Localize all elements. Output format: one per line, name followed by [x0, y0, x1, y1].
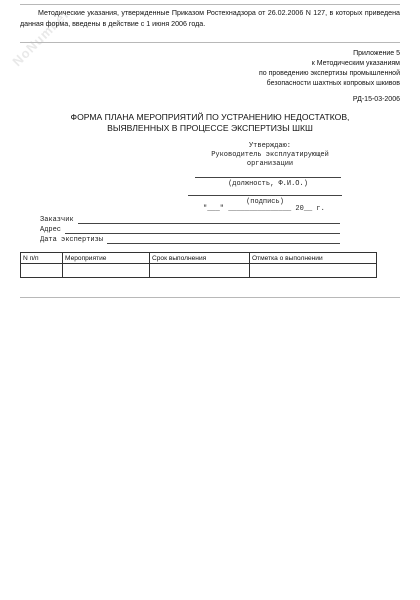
position-name-line — [195, 177, 341, 178]
appendix-line: Приложение 5 — [353, 50, 400, 57]
measures-table — [20, 252, 377, 278]
document-code: РД-15-03-2006 — [352, 96, 400, 103]
table-row — [21, 264, 377, 278]
column-header-deadline: Срок выполнения — [150, 253, 250, 264]
table-header-row — [21, 253, 377, 264]
approval-role-line: организации — [246, 160, 294, 168]
field-address — [40, 224, 340, 234]
appendix-line: по проведению экспертизы промышленной — [258, 70, 400, 77]
field-address-line — [65, 227, 340, 234]
top-rule — [20, 4, 400, 5]
approval-role-line: Руководитель эксплуатирующей — [211, 151, 329, 159]
inspection-fields — [40, 214, 340, 244]
watermark-logo: NoNumber — [9, 5, 73, 70]
approval-block — [195, 142, 345, 169]
field-customer — [40, 214, 340, 224]
form-title-line: ВЫЯВЛЕННЫХ В ПРОЦЕССЕ ЭКСПЕРТИЗЫ ШКШ — [107, 123, 313, 133]
appendix-line: к Методическим указаниям — [311, 60, 400, 67]
appendix-block — [140, 49, 400, 89]
field-expertise-date-line — [107, 237, 340, 244]
field-expertise-date — [40, 234, 340, 244]
field-address-label: Адрес — [40, 226, 62, 234]
table-cell — [250, 264, 377, 278]
signature-line — [188, 195, 342, 196]
form-title-line: ФОРМА ПЛАНА МЕРОПРИЯТИЙ ПО УСТРАНЕНИЮ НЕДОСТАТКОВ, — [70, 112, 350, 122]
column-header-number: N п/п — [21, 253, 63, 264]
field-expertise-date-label: Дата экспертизы — [40, 236, 104, 244]
column-header-measure: Мероприятие — [63, 253, 150, 264]
field-customer-line — [78, 217, 340, 224]
field-customer-label: Заказчик — [40, 216, 74, 224]
effective-date-note: Методические указания, утвержденные Приказом Ростехнадзора от 26.02.2006 N 127, в которых приведена данная форма, введены в действие с 1 июня 2006 года. — [20, 9, 400, 28]
appendix-line: безопасности шахтных копровых шкивов — [266, 80, 400, 87]
position-caption: (должность, Ф.И.О.) — [228, 180, 308, 188]
form-title — [20, 112, 400, 134]
approval-title: Утверждаю: — [248, 142, 291, 150]
table-cell — [21, 264, 63, 278]
column-header-completion-mark: Отметка о выполнении — [250, 253, 377, 264]
table-cell — [150, 264, 250, 278]
table-cell — [63, 264, 150, 278]
bottom-rule — [20, 297, 400, 298]
approval-date: "___" _______________ 20__ г. — [203, 205, 325, 213]
header-rule — [20, 42, 400, 43]
signature-caption: (подпись) — [246, 198, 284, 206]
